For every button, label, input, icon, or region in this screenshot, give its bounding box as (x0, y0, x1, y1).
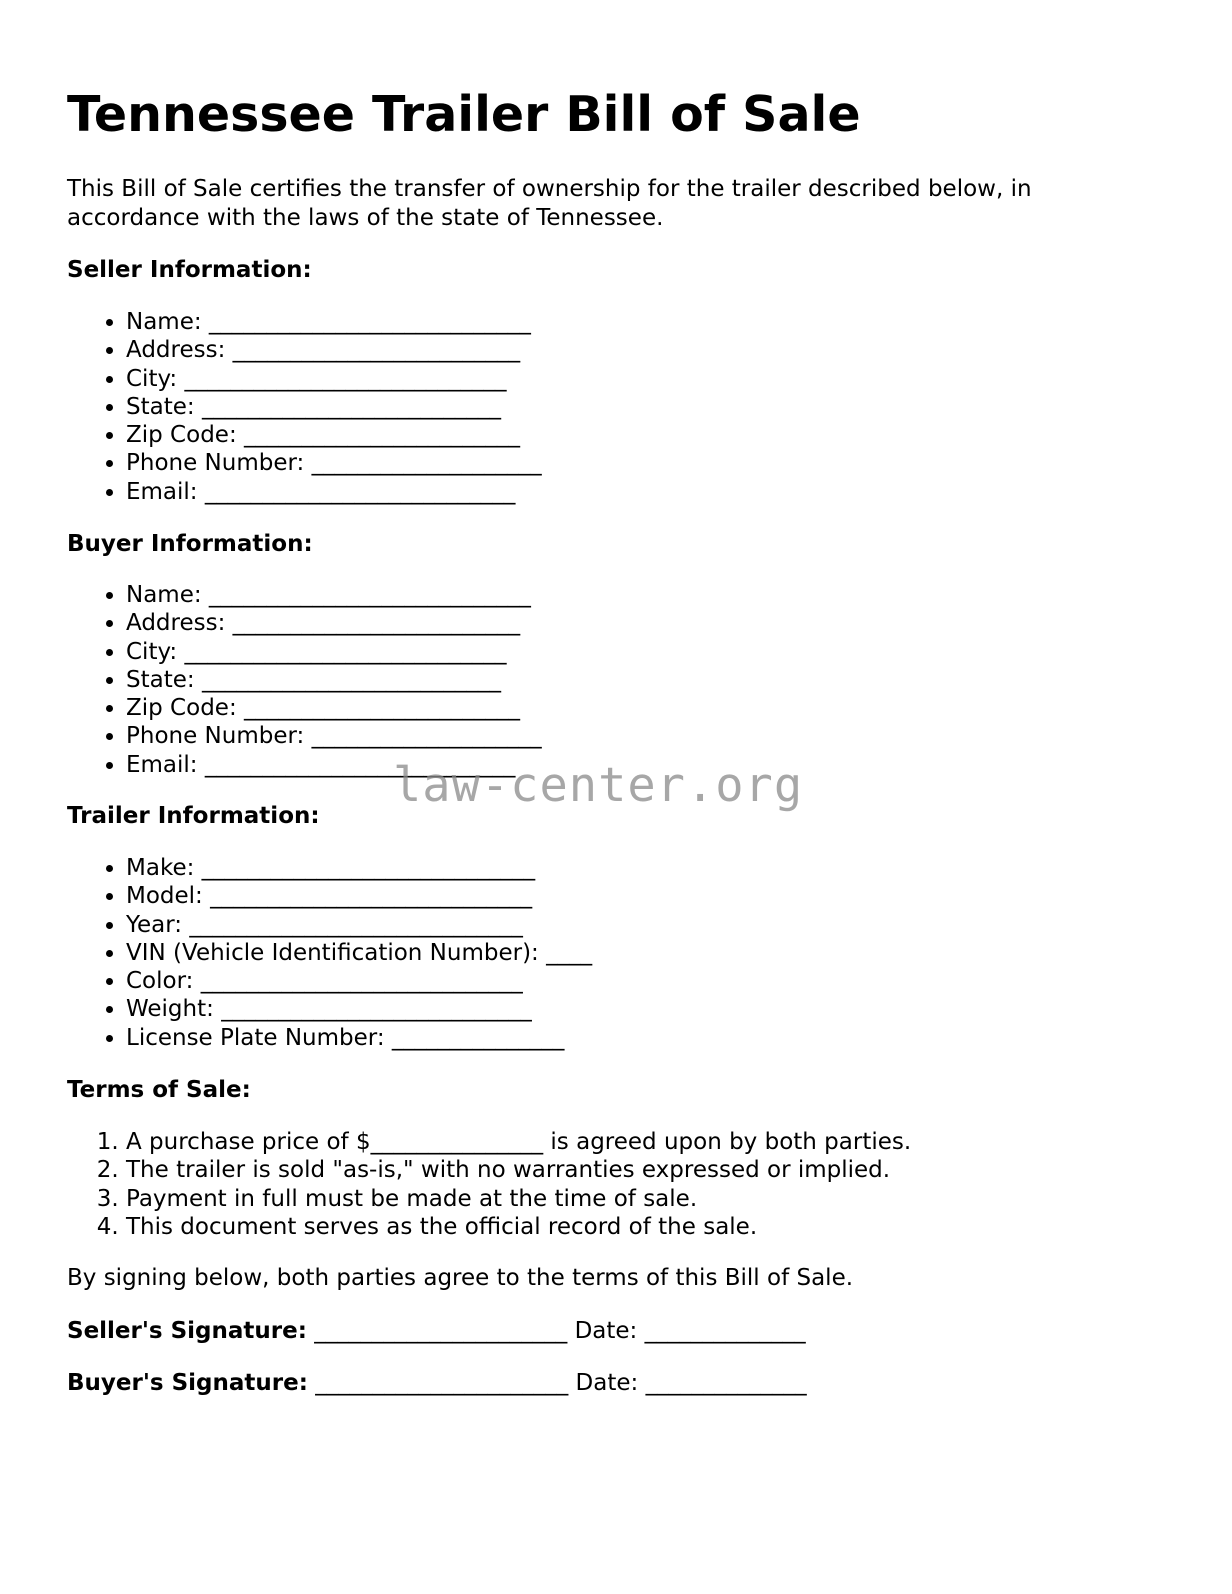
closing-statement: By signing below, both parties agree to the terms of this Bill of Sale. (67, 1265, 854, 1291)
term-item-price: 1. A purchase price of $_______________ is agreed upon by both parties. (126, 1128, 911, 1156)
term-item-as-is: 2. The trailer is sold "as-is," with no warranties expressed or implied. (126, 1156, 911, 1184)
seller-city-field: • City: ____________________________ (126, 365, 542, 393)
watermark-text: law-center.org (393, 758, 804, 813)
buyer-city-field: • City: ____________________________ (126, 638, 542, 666)
buyer-name-field: • Name: ____________________________ (126, 581, 542, 609)
trailer-make-field: • Make: _____________________________ (126, 854, 592, 882)
seller-date-field: Date: ______________ (574, 1318, 806, 1344)
term-item-payment: 3. Payment in full must be made at the time of sale. (126, 1185, 911, 1213)
buyer-signature-label: Buyer's Signature: (67, 1370, 308, 1396)
buyer-state-field: • State: __________________________ (126, 666, 542, 694)
buyer-phone-field: • Phone Number: ____________________ (126, 722, 542, 750)
seller-address-field: • Address: _________________________ (126, 336, 542, 364)
buyer-zip-field: • Zip Code: ________________________ (126, 694, 542, 722)
trailer-model-field: • Model: ____________________________ (126, 882, 592, 910)
seller-fields-list (67, 308, 542, 506)
intro-paragraph: This Bill of Sale certifies the transfer of ownership for the trailer described below, in accordance with the laws of the state of Tennessee. (67, 176, 1032, 231)
seller-signature-blank: ______________________ (306, 1318, 575, 1344)
trailer-plate-field: • License Plate Number: _______________ (126, 1024, 592, 1052)
document-title: Tennessee Trailer Bill of Sale (67, 86, 861, 143)
seller-phone-field: • Phone Number: ____________________ (126, 449, 542, 477)
terms-list (67, 1128, 911, 1241)
seller-state-field: • State: __________________________ (126, 393, 542, 421)
trailer-section-heading: Trailer Information: (67, 803, 320, 829)
buyer-date-field: Date: ______________ (575, 1370, 807, 1396)
buyer-fields-list (67, 581, 542, 779)
buyer-email-field: • Email: ___________________________ (126, 751, 542, 779)
trailer-weight-field: • Weight: ___________________________ (126, 995, 592, 1023)
term-item-record: 4. This document serves as the official record of the sale. (126, 1213, 911, 1241)
seller-zip-field: • Zip Code: ________________________ (126, 421, 542, 449)
seller-signature-line (67, 1317, 806, 1345)
trailer-year-field: • Year: _____________________________ (126, 911, 592, 939)
trailer-fields-list (67, 854, 592, 1052)
buyer-signature-blank: ______________________ (307, 1370, 576, 1396)
buyer-section-heading: Buyer Information: (67, 531, 313, 557)
seller-name-field: • Name: ____________________________ (126, 308, 542, 336)
seller-section-heading: Seller Information: (67, 257, 312, 283)
seller-signature-label: Seller's Signature: (67, 1318, 307, 1344)
trailer-color-field: • Color: ____________________________ (126, 967, 592, 995)
terms-section-heading: Terms of Sale: (67, 1077, 251, 1103)
buyer-address-field: • Address: _________________________ (126, 609, 542, 637)
buyer-signature-line (67, 1369, 807, 1397)
seller-email-field: • Email: ___________________________ (126, 478, 542, 506)
trailer-vin-field: • VIN (Vehicle Identification Number): ____ (126, 939, 592, 967)
